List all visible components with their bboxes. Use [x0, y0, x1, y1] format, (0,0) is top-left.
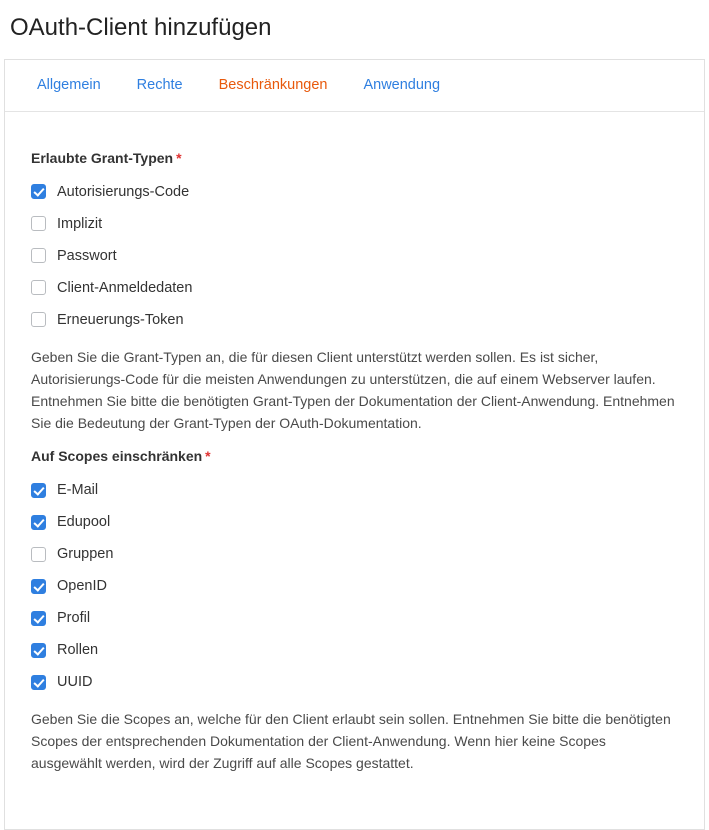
checkbox-row-edupool[interactable]	[31, 506, 678, 538]
checkbox-row-refresh-token[interactable]	[31, 304, 678, 336]
checkbox-uuid[interactable]	[31, 675, 46, 690]
checkbox-label-rollen: Rollen	[57, 641, 99, 658]
checkbox-rollen[interactable]	[31, 643, 46, 658]
checkbox-row-client-credentials[interactable]	[31, 272, 678, 304]
section-scopes-title: Auf Scopes einschränken	[31, 448, 203, 465]
checkbox-label-password: Passwort	[57, 247, 117, 264]
checkbox-row-email[interactable]	[31, 474, 678, 506]
tab-rechte[interactable]: Rechte	[136, 77, 183, 94]
checkbox-openid[interactable]	[31, 579, 46, 594]
checkbox-refresh-token[interactable]	[31, 312, 46, 327]
checkbox-edupool[interactable]	[31, 515, 46, 530]
checkbox-label-openid: OpenID	[57, 577, 107, 594]
section-grant-types-label	[31, 150, 678, 166]
form-body	[5, 112, 704, 829]
checkbox-label-gruppen: Gruppen	[57, 545, 114, 562]
checkbox-authorization-code[interactable]	[31, 184, 46, 199]
checkbox-row-authorization-code[interactable]	[31, 176, 678, 208]
checkbox-row-gruppen[interactable]	[31, 538, 678, 570]
checkbox-label-email: E-Mail	[57, 481, 99, 498]
checkbox-email[interactable]	[31, 483, 46, 498]
required-marker: *	[176, 149, 182, 166]
checkbox-implicit[interactable]	[31, 216, 46, 231]
checkbox-label-implicit: Implizit	[57, 215, 103, 232]
checkbox-row-password[interactable]	[31, 240, 678, 272]
tab-beschraenkungen[interactable]: Beschränkungen	[218, 77, 328, 94]
tab-anwendung[interactable]: Anwendung	[363, 77, 441, 94]
checkbox-label-edupool: Edupool	[57, 513, 111, 530]
checkbox-label-uuid: UUID	[57, 673, 93, 690]
section-scopes-label	[31, 448, 678, 464]
section-scopes	[31, 448, 678, 774]
form-panel	[4, 59, 705, 830]
checkbox-label-profil: Profil	[57, 609, 91, 626]
required-marker: *	[205, 448, 211, 465]
checkbox-gruppen[interactable]	[31, 547, 46, 562]
bottom-spacer	[31, 781, 678, 811]
page-title: OAuth-Client hinzufügen	[10, 14, 272, 41]
checkbox-label-client-credentials: Client-Anmeldedaten	[57, 279, 193, 296]
scopes-help-text: Geben Sie die Scopes an, welche für den Client erlaubt sein sollen. Entnehmen Sie bitte die benötigten Scopes der entsprechenden Dokumentation der Client-Anwendung. Wenn hier keine Scopes ausgewählt werden, wird der Zugriff auf alle Scopes gestattet.	[31, 711, 671, 772]
grant-types-help-text: Geben Sie die Grant-Typen an, die für diesen Client unterstützt werden sollen. Es ist sicher, Autorisierungs-Code für die meisten Anwendungen zu unterstützen, die auf einem Webserver laufen. Entnehmen Sie bitte die benötigten Grant-Typen der Dokumentation der Client-Anwendung. Entnehmen Sie die Bedeutung der Grant-Typen der OAuth-Dokumentation.	[31, 348, 675, 432]
checkbox-label-refresh-token: Erneuerungs-Token	[57, 311, 184, 328]
checkbox-label-authorization-code: Autorisierungs-Code	[57, 183, 190, 200]
checkbox-row-rollen[interactable]	[31, 634, 678, 666]
section-grant-types	[31, 150, 678, 434]
checkbox-profil[interactable]	[31, 611, 46, 626]
checkbox-row-openid[interactable]	[31, 570, 678, 602]
checkbox-row-implicit[interactable]	[31, 208, 678, 240]
checkbox-password[interactable]	[31, 248, 46, 263]
tab-bar	[5, 60, 704, 112]
checkbox-row-profil[interactable]	[31, 602, 678, 634]
section-grant-types-title: Erlaubte Grant-Typen	[31, 149, 174, 166]
checkbox-row-uuid[interactable]	[31, 666, 678, 698]
checkbox-client-credentials[interactable]	[31, 280, 46, 295]
tab-allgemein[interactable]: Allgemein	[37, 77, 101, 94]
